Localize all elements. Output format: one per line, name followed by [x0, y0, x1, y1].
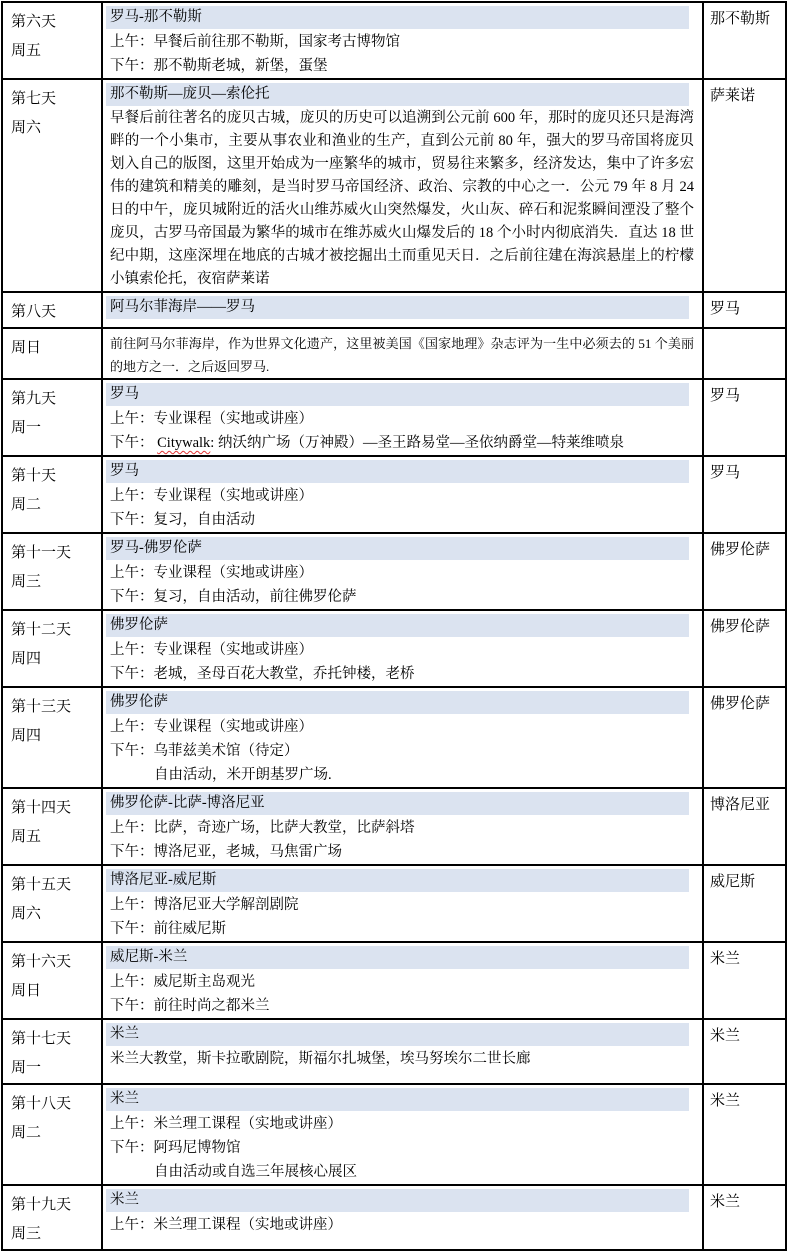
day-number-label: 第十三天 [11, 699, 72, 715]
day-number-label: 第十六天 [11, 954, 72, 970]
table-row [2, 379, 786, 456]
table-row [2, 1019, 786, 1084]
day-cell [2, 533, 102, 610]
itinerary-cell [102, 1185, 703, 1250]
city-cell [703, 79, 786, 292]
day-number-label: 第十天 [11, 468, 57, 484]
table-row [2, 533, 786, 610]
itinerary-line: 自由活动或自选三年展核心展区 [154, 1164, 357, 1180]
city-cell [703, 2, 786, 79]
city-cell [703, 1185, 786, 1250]
itinerary-cell [102, 1019, 703, 1084]
day-cell [2, 328, 102, 379]
table-row [2, 1185, 786, 1250]
city-cell [703, 328, 786, 379]
table-row [2, 788, 786, 865]
overnight-city-label: 佛罗伦萨 [710, 542, 771, 558]
overnight-city-label: 米兰 [710, 951, 741, 967]
day-number-label: 第十四天 [11, 800, 72, 816]
itinerary-line: 上午：早餐后前往那不勒斯，国家考古博物馆 [110, 34, 400, 50]
itinerary-cell [102, 292, 703, 328]
itinerary-cell [102, 1084, 703, 1185]
itinerary-line: 下午：阿玛尼博物馆 [110, 1140, 241, 1156]
weekday-label: 周日 [11, 983, 42, 999]
itinerary-line: 下午：那不勒斯老城，新堡，蛋堡 [110, 58, 328, 74]
overnight-city-label: 佛罗伦萨 [710, 619, 771, 635]
weekday-label: 周三 [11, 1226, 42, 1242]
weekday-label: 周一 [11, 420, 42, 436]
route-header: 博洛尼亚-威尼斯 [106, 869, 689, 892]
day-number-label: 第十二天 [11, 622, 72, 638]
city-cell [703, 1084, 786, 1185]
table-row [2, 942, 786, 1019]
itinerary-cell [102, 788, 703, 865]
day-number-label: 第十一天 [11, 545, 72, 561]
itinerary-line: 米兰大教堂，斯卡拉歌剧院，斯福尔扎城堡，埃马努埃尔二世长廊 [110, 1051, 531, 1067]
city-cell [703, 292, 786, 328]
itinerary-cell [102, 533, 703, 610]
route-header: 佛罗伦萨-比萨-博洛尼亚 [106, 792, 689, 815]
itinerary-line: 自由活动，米开朗基罗广场. [154, 767, 332, 783]
weekday-label: 周三 [11, 574, 42, 590]
day-number-label: 第十八天 [11, 1096, 72, 1112]
weekday-label: 周五 [11, 829, 42, 845]
itinerary-line: 下午：前往时尚之都米兰 [110, 998, 270, 1014]
city-cell [703, 1019, 786, 1084]
route-header: 罗马 [106, 460, 689, 483]
itinerary-line: 上午：专业课程（实地或讲座） [110, 719, 313, 735]
table-row [2, 865, 786, 942]
route-header: 佛罗伦萨 [106, 691, 689, 714]
day-cell [2, 1084, 102, 1185]
weekday-label: 周四 [11, 728, 42, 744]
itinerary-line: 上午：米兰理工课程（实地或讲座） [110, 1116, 342, 1132]
weekday-label: 周二 [11, 1125, 42, 1141]
city-cell [703, 610, 786, 687]
table-row [2, 456, 786, 533]
itinerary-line: 下午：博洛尼亚，老城，马焦雷广场 [110, 844, 342, 860]
itinerary-cell [102, 865, 703, 942]
itinerary-line: 上午：专业课程（实地或讲座） [110, 488, 313, 504]
city-cell [703, 942, 786, 1019]
day-cell [2, 2, 102, 79]
city-cell [703, 865, 786, 942]
itinerary-line: 前往阿马尔菲海岸，作为世界文化遗产，这里被美国《国家地理》杂志评为一生中必须去的 51 个美丽的地方之一．之后返回罗马. [110, 336, 694, 374]
itinerary-table-body [2, 2, 786, 1250]
day-cell [2, 610, 102, 687]
weekday-label: 周四 [11, 651, 42, 667]
route-header: 阿马尔菲海岸——罗马 [106, 296, 689, 319]
day-number-label: 第九天 [11, 391, 57, 407]
route-header: 那不勒斯—庞贝—索伦托 [106, 83, 689, 106]
day-cell [2, 1019, 102, 1084]
itinerary-line: 下午：老城，圣母百花大教堂，乔托钟楼，老桥 [110, 666, 415, 682]
weekday-label: 周五 [11, 43, 42, 59]
day-cell [2, 79, 102, 292]
day-number-label: 第十九天 [11, 1197, 72, 1213]
itinerary-cell [102, 2, 703, 79]
itinerary-cell [102, 610, 703, 687]
itinerary-table [1, 1, 787, 1251]
itinerary-line: 下午：复习，自由活动，前往佛罗伦萨 [110, 589, 357, 605]
table-row [2, 610, 786, 687]
route-header: 罗马-佛罗伦萨 [106, 537, 689, 560]
day-number-label: 第十五天 [11, 877, 72, 893]
table-row [2, 328, 786, 379]
itinerary-line: 上午：专业课程（实地或讲座） [110, 411, 313, 427]
day-cell [2, 379, 102, 456]
itinerary-line [106, 431, 700, 455]
table-row [2, 79, 786, 292]
day-number-label: 第十七天 [11, 1031, 72, 1047]
overnight-city-label: 威尼斯 [710, 874, 756, 890]
itinerary-line: 下午：乌菲兹美术馆（待定） [110, 743, 299, 759]
city-cell [703, 379, 786, 456]
itinerary-line: 上午：专业课程（实地或讲座） [110, 642, 313, 658]
table-row [2, 687, 786, 788]
route-header: 罗马 [106, 383, 689, 406]
day-cell [2, 456, 102, 533]
day-cell [2, 865, 102, 942]
overnight-city-label: 罗马 [710, 388, 741, 404]
day-cell [2, 292, 102, 328]
route-header: 米兰 [106, 1023, 689, 1046]
itinerary-line: 下午：复习，自由活动 [110, 512, 255, 528]
day-cell [2, 687, 102, 788]
route-header: 罗马-那不勒斯 [106, 6, 689, 29]
table-row [2, 2, 786, 79]
route-header: 米兰 [106, 1189, 689, 1212]
day-number-label: 第七天 [11, 91, 57, 107]
city-cell [703, 687, 786, 788]
overnight-city-label: 米兰 [710, 1093, 741, 1109]
itinerary-cell [102, 79, 703, 292]
day-number-label: 周日 [11, 340, 42, 356]
overnight-city-label: 佛罗伦萨 [710, 696, 771, 712]
itinerary-line: 下午：前往威尼斯 [110, 921, 226, 937]
overnight-city-label: 博洛尼亚 [710, 797, 771, 813]
itinerary-line: 早餐后前往著名的庞贝古城，庞贝的历史可以追溯到公元前 600 年，那时的庞贝还只是海湾畔的一个小集市，主要从事农业和渔业的生产，直到公元前 80 年，强大的罗马帝国将庞贝划入自己的版图，这里开始成为一座繁华的城市，贸易往来繁多，经济发达，集中了许多宏伟的建筑和精美的雕刻，是当时罗马帝国经济、政治、宗教的中心之一．公元 79 年 8 月 24 日的中午，庞贝城附近的活火山维苏威火山突然爆发，火山灰、碎石和泥浆瞬间湮没了整个庞贝，古罗马帝国最为繁华的城市在维苏威火山爆发后的 18 个小时内彻底消失．直达 18 世纪中期，这座深埋在地底的古城才被挖掘出土而重见天日．之后前往建在海滨悬崖上的柠檬小镇索伦托，夜宿萨莱诺 [110, 110, 694, 287]
weekday-label: 周六 [11, 120, 42, 136]
line-text-before: 下午： [110, 435, 158, 451]
weekday-label: 周二 [11, 497, 42, 513]
day-cell [2, 1185, 102, 1250]
day-cell [2, 942, 102, 1019]
route-header: 威尼斯-米兰 [106, 946, 689, 969]
itinerary-line: 上午：威尼斯主岛观光 [110, 974, 255, 990]
itinerary-cell [102, 379, 703, 456]
city-cell [703, 456, 786, 533]
city-cell [703, 788, 786, 865]
weekday-label: 周六 [11, 906, 42, 922]
day-number-label: 第八天 [11, 304, 57, 320]
itinerary-line: 上午：比萨，奇迹广场，比萨大教堂，比萨斜塔 [110, 820, 415, 836]
overnight-city-label: 萨莱诺 [710, 88, 756, 104]
route-header: 米兰 [106, 1088, 689, 1111]
line-text-after: : 纳沃纳广场（万神殿）—圣王路易堂—圣依纳爵堂—特莱维喷泉 [210, 435, 624, 451]
itinerary-line: 上午：专业课程（实地或讲座） [110, 565, 313, 581]
itinerary-cell [102, 942, 703, 1019]
day-number-label: 第六天 [11, 14, 57, 30]
itinerary-cell [102, 456, 703, 533]
day-cell [2, 788, 102, 865]
overnight-city-label: 罗马 [710, 465, 741, 481]
itinerary-line: 上午：米兰理工课程（实地或讲座） [110, 1217, 342, 1233]
itinerary-cell [102, 687, 703, 788]
overnight-city-label: 罗马 [710, 301, 741, 317]
city-cell [703, 533, 786, 610]
itinerary-cell [102, 328, 703, 379]
overnight-city-label: 米兰 [710, 1028, 741, 1044]
weekday-label: 周一 [11, 1060, 42, 1076]
misspelled-word: Citywalk [157, 435, 211, 451]
itinerary-line: 上午：博洛尼亚大学解剖剧院 [110, 897, 299, 913]
overnight-city-label: 那不勒斯 [710, 11, 771, 27]
overnight-city-label: 米兰 [710, 1194, 741, 1210]
table-row [2, 292, 786, 328]
route-header: 佛罗伦萨 [106, 614, 689, 637]
table-row [2, 1084, 786, 1185]
